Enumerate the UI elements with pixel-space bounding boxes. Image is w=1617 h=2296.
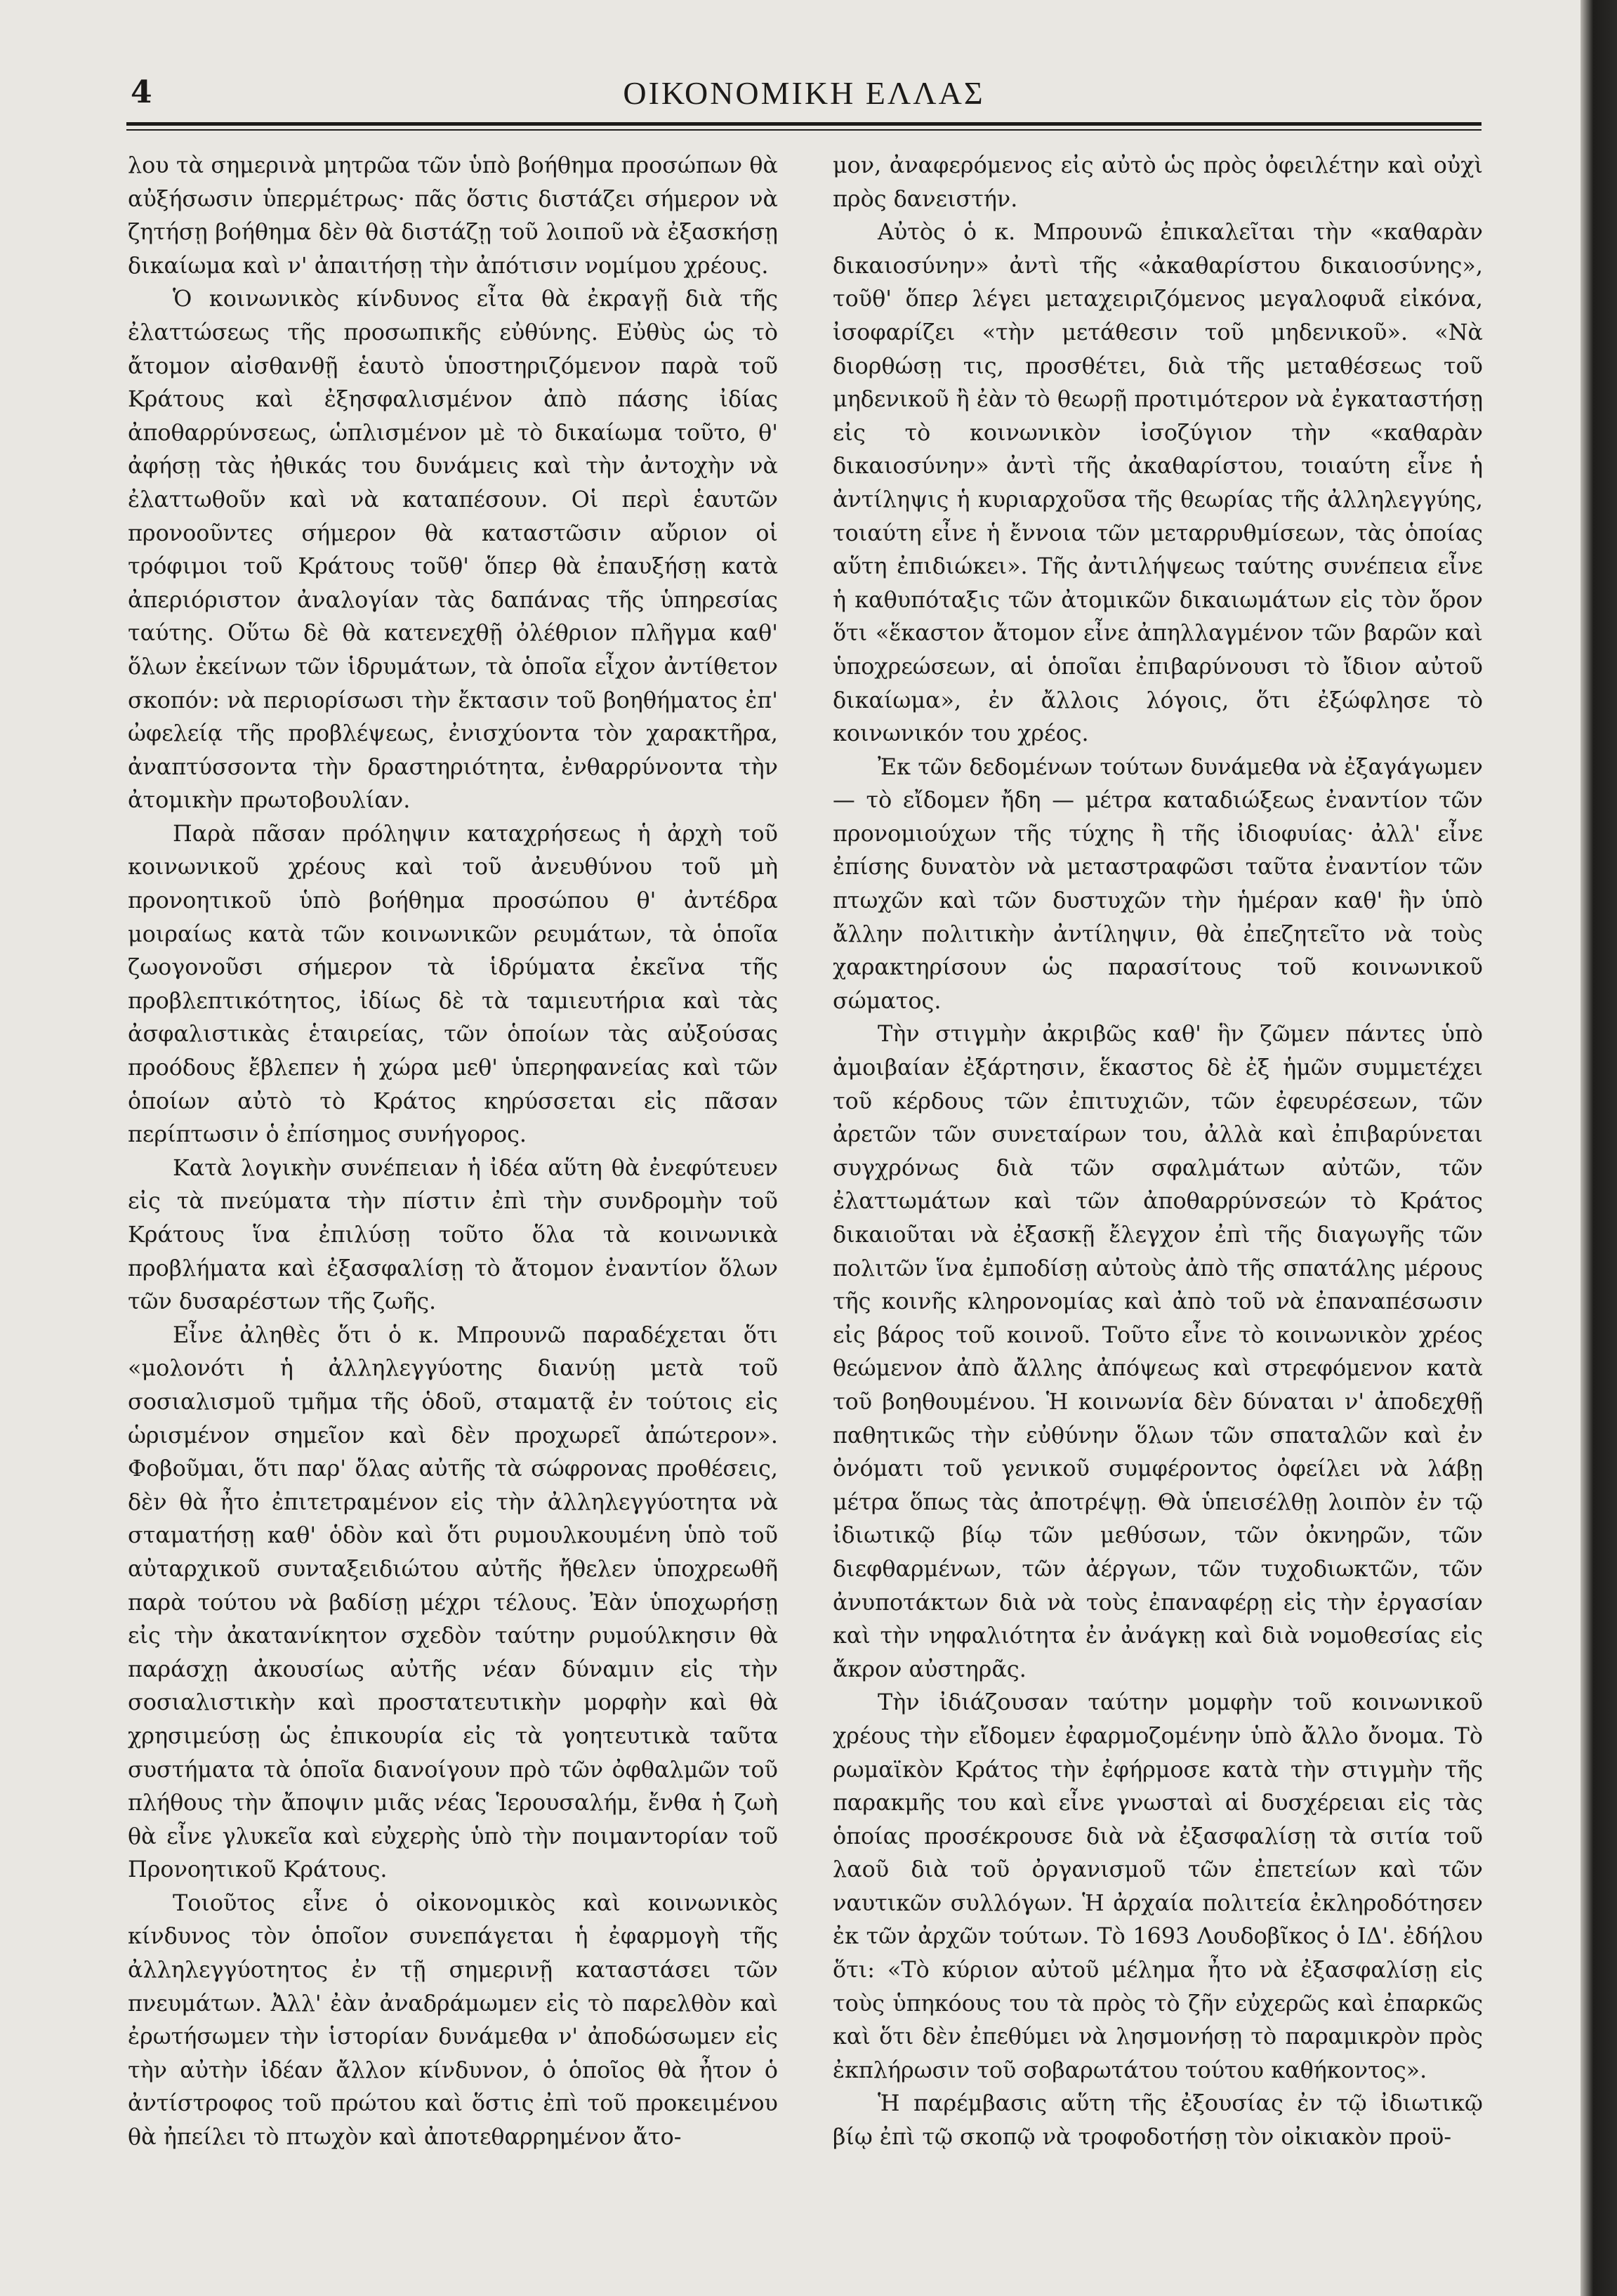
paragraph: Εἶνε ἀληθὲς ὅτι ὁ κ. Μπρουνῶ παραδέχεται ὅτι «μολονότι ἡ ἀλληλεγγύοτης διανύῃ μετὰ τοῦ σοσιαλισμοῦ τμῆμα τῆς ὁδοῦ, σταματᾷ ἐν τούτοις εἰς ὡρισμένον σημεῖον καὶ δὲν προχωρεῖ ἀπώτερον». Φοβοῦμαι, ὅτι παρ' ὅλας αὐτῆς τὰ σώφρονας προθέσεις, δὲν θὰ ἦτο ἐπιτετραμένον εἰς τὴν ἀλληλεγγύοτητα νὰ σταματήσῃ καθ' ὁδὸν καὶ ὅτι ρυμουλκουμένη ὑπὸ τοῦ αὐταρχικοῦ συνταξειδιώτου αὐτῆς ἤθελεν ὑποχρεωθῆ παρὰ τούτου νὰ βαδίσῃ μέχρι τέλους. Ἐὰν ὑποχωρήσῃ εἰς τὴν ἀκατανίκητον σχεδὸν ταύτην ρυμούλκησιν θὰ παράσχῃ ἀκουσίως αὐτῆς νέαν δύναμιν εἰς τὴν σοσιαλιστικὴν καὶ προστατευτικὴν μορφὴν καὶ θὰ χρησιμεύσῃ ὡς ἐπικουρία εἰς τὰ γοητευτικὰ ταῦτα συστήματα τὰ ὁποῖα διανοίγουν πρὸ τῶν ὀφθαλμῶν τοῦ πλήθους τὴν ἄποψιν μιᾶς νέας Ἱερουσαλήμ, ἔνθα ἡ ζωὴ θὰ εἶνε γλυκεῖα καὶ εὐχερὴς ὑπὸ τὴν ποιμαντορίαν τοῦ Προνοητικοῦ Κράτους. bbox=[128, 1321, 778, 1883]
paragraph: Τοιοῦτος εἶνε ὁ οἰκονομικὸς καὶ κοινωνικὸς κίνδυνος τὸν ὁποῖον συνεπάγεται ἡ ἐφαρμογὴ τῆς ἀλληλεγγύοτητος ἐν τῇ σημερινῇ καταστάσει τῶν πνευμάτων. Ἀλλ' ἐὰν ἀναδράμωμεν εἰς τὸ παρελθὸν καὶ ἐρωτήσωμεν τὴν ἱστορίαν δυνάμεθα ν' ἀποδώσωμεν εἰς τὴν αὐτὴν ἰδέαν ἄλλον κίνδυνον, ὁ ὁποῖος θὰ ἦτον ὁ ἀντίστροφος τοῦ πρώτου καὶ ὅστις ἐπὶ τοῦ προκειμένου θὰ ἠπείλει τὸ πτωχὸν καὶ ἀποτεθαρρημένον ἄτο- bbox=[128, 1889, 778, 2151]
paragraph: Αὐτὸς ὁ κ. Μπρουνῶ ἐπικαλεῖται τὴν «καθαρὰν δικαιοσύνην» ἀντὶ τῆς «ἀκαθαρίστου δικαιοσύνης», τοῦθ' ὅπερ λέγει μεταχειριζόμενος μεγαλοφυᾶ εἰκόνα, ἰσοφαρίζει «τὴν μετάθεσιν τοῦ μηδενικοῦ». «Νὰ διορθώσῃ τις, προσθέτει, διὰ τῆς μεταθέσεως τοῦ μηδενικοῦ ἢ ἐὰν τὸ θεωρῇ προτιμότερον νὰ ἐγκαταστήσῃ εἰς τὸ κοινωνικὸν ἰσοζύγιον τὴν «καθαρὰν δικαιοσύνην» ἀντὶ τῆς ἀκαθαρίστου, τοιαύτη εἶνε ἡ ἀντίληψις ἡ κυριαρχοῦσα τῆς θεωρίας τῆς ἀλληλεγγύης, τοιαύτη εἶνε ἡ ἔννοια τῶν μεταρρυθμίσεων, τὰς ὁποίας αὕτη ἐπιδιώκει». Τῆς ἀντιλήψεως ταύτης συνέπεια εἶνε ἡ καθυπόταξις τῶν ἀτομικῶν δικαιωμάτων εἰς τὸν ὅρον ὅτι «ἕκαστον ἄτομον εἶνε ἀπηλλαγμένον τῶν βαρῶν καὶ ὑποχρεώσεων, αἱ ὁποῖαι ἐπιβαρύνουσι τὸ ἴδιον αὐτοῦ δικαίωμα», ἐν ἄλλοις λόγοις, ὅτι ἐξώφλησε τὸ κοινωνικόν του χρέος. bbox=[833, 219, 1483, 747]
paragraph: Ἡ παρέμβασις αὕτη τῆς ἐξουσίας ἐν τῷ ἰδιωτικῷ βίῳ ἐπὶ τῷ σκοπῷ νὰ τροφοδοτήσῃ τὸν οἰκιακὸν προϋ- bbox=[833, 2090, 1483, 2151]
paragraph: λου τὰ σημερινὰ μητρῶα τῶν ὑπὸ βοήθημα προσώπων θὰ αὐξήσωσιν ὑπερμέτρως· πᾶς ὅστις διστάζει σήμερον νὰ ζητήσῃ βοήθημα δὲν θὰ διστάζῃ τοῦ λοιποῦ νὰ ἐξασκήσῃ δικαίωμα καὶ ν' ἀπαιτήσῃ τὴν ἀπότισιν νομίμου χρέους. bbox=[128, 152, 778, 279]
page-number: 4 bbox=[131, 74, 153, 110]
right-column bbox=[833, 149, 1483, 2248]
paragraph: Τὴν ἰδιάζουσαν ταύτην μομφὴν τοῦ κοινωνικοῦ χρέους τὴν εἴδομεν ἐφαρμοζομένην ὑπὸ ἄλλο ὄνομα. Τὸ ρωμαϊκὸν Κράτος τὴν ἐφήρμοσε κατὰ τὴν στιγμὴν τῆς παρακμῆς του καὶ εἶνε γνωσταὶ αἱ δυσχέρειαι εἰς τὰς ὁποίας προσέκρουσε διὰ νὰ ἐξασφαλίσῃ τὰ σιτία τοῦ λαοῦ διὰ τοῦ ὀργανισμοῦ τῶν ἐπετείων καὶ τῶν ναυτικῶν συλλόγων. Ἡ ἀρχαία πολιτεία ἐκληροδότησεν ἐκ τῶν ἀρχῶν τούτων. Τὸ 1693 Λουδοβῖκος ὁ ΙΔ'. ἐδήλου ὅτι: «Τὸ κύριον αὐτοῦ μέλημα ἦτο νὰ ἐξασφαλίσῃ εἰς τοὺς ὑπηκόους του τὰ πρὸς τὸ ζῆν εὐχερῶς καὶ ἐπαρκῶς καὶ ὅτι δὲν ἐπεθύμει νὰ λησμονήσῃ τὸ παραμικρὸν πρὸς ἐκπλήρωσιν τοῦ σοβαρωτάτου τούτου καθήκοντος». bbox=[833, 1689, 1483, 2083]
header-rule-thick bbox=[126, 122, 1481, 126]
paragraph: Ἐκ τῶν δεδομένων τούτων δυνάμεθα νὰ ἐξαγάγωμεν — τὸ εἴδομεν ἤδη — μέτρα καταδιώξεως ἐναντίον τῶν προνομιούχων τῆς τύχης ἢ τῆς ἰδιοφυίας· ἀλλ' εἶνε ἐπίσης δυνατὸν νὰ μεταστραφῶσι ταῦτα ἐναντίον τῶν πτωχῶν καὶ τῶν δυστυχῶν τὴν ἡμέραν καθ' ἣν ὑπὸ ἄλλην πολιτικὴν ἀντίληψιν, θὰ ἐπεζητεῖτο νὰ τοὺς χαρακτηρίσουν ὡς παρασίτους τοῦ κοινωνικοῦ σώματος. bbox=[833, 753, 1483, 1014]
paragraph: Κατὰ λογικὴν συνέπειαν ἡ ἰδέα αὕτη θὰ ἐνεφύτευεν εἰς τὰ πνεύματα τὴν πίστιν ἐπὶ τὴν συνδρομὴν τοῦ Κράτους ἵνα ἐπιλύσῃ τοῦτο ὅλα τὰ κοινωνικὰ προβλήματα καὶ ἐξασφαλίσῃ τὸ ἄτομον ἐναντίον ὅλων τῶν δυσαρέστων τῆς ζωῆς. bbox=[128, 1154, 778, 1315]
header-rule-thin bbox=[126, 129, 1481, 131]
page-edge-shadow bbox=[1580, 0, 1617, 2296]
paragraph: Παρὰ πᾶσαν πρόληψιν καταχρήσεως ἡ ἀρχὴ τοῦ κοινωνικοῦ χρέους καὶ τοῦ ἀνευθύνου τοῦ μὴ προνοητικοῦ ὑπὸ βοήθημα προσώπου θ' ἀντέδρα μοιραίως κατὰ τῶν κοινωνικῶν ρευμάτων, τὰ ὁποῖα ζωογονοῦσι σήμερον τὰ ἱδρύματα ἐκεῖνα τῆς προβλεπτικότητος, ἰδίως δὲ τὰ ταμιευτήρια καὶ τὰς ἀσφαλιστικὰς ἑταιρείας, τῶν ὁποίων τὰς αὐξούσας προόδους ἔβλεπεν ἡ χώρα μεθ' ὑπερηφανείας καὶ τῶν ὁποίων αὐτὸ τὸ Κράτος κηρύσσεται εἰς πᾶσαν περίπτωσιν ὁ ἐπίσημος συνήγορος. bbox=[128, 820, 778, 1148]
paragraph: Τὴν στιγμὴν ἀκριβῶς καθ' ἣν ζῶμεν πάντες ὑπὸ ἀμοιβαίαν ἐξάρτησιν, ἕκαστος δὲ ἐξ ἡμῶν συμμετέχει τοῦ κέρδους τῶν ἐπιτυχιῶν, τῶν ἐφευρέσεων, τῶν ἀρετῶν τῶν συνεταίρων του, ἀλλὰ καὶ ἐπιβαρύνεται συγχρόνως διὰ τῶν σφαλμάτων αὐτῶν, τῶν ἐλαττωμάτων καὶ τῶν ἀποθαρρύνσεών τὸ Κράτος δικαιοῦται νὰ ἐξασκῇ ἔλεγχον ἐπὶ τῆς διαγωγῆς τῶν πολιτῶν ἵνα ἐμποδίσῃ αὐτοὺς ἀπὸ τῆς σπατάλης μέρους τῆς κοινῆς κληρονομίας καὶ ἀπὸ τοῦ νὰ ἐπαναπέσωσιν εἰς βάρος τοῦ κοινοῦ. Τοῦτο εἶνε τὸ κοινωνικὸν χρέος θεώμενον ἀπὸ ἄλλης ἀπόψεως καὶ στρεφόμενον κατὰ τοῦ βοηθουμένου. Ἡ κοινωνία δὲν δύναται ν' ἀποδεχθῇ παθητικῶς τὴν εὐθύνην ὅλων τῶν σπαταλῶν καὶ ἐν ὀνόματι τοῦ γενικοῦ συμφέροντος ὀφείλει νὰ λάβῃ μέτρα ὅπως τὰς ἀποτρέψῃ. Θὰ ὑπεισέλθῃ λοιπὸν ἐν τῷ ἰδιωτικῷ βίῳ τῶν μεθύσων, τῶν ὀκνηρῶν, τῶν διεφθαρμένων, τῶν ἀέργων, τῶν τυχοδιωκτῶν, τῶν ἀνυποτάκτων διὰ νὰ τοὺς ἐπαναφέρῃ εἰς τὴν ἐργασίαν καὶ τὴν νηφαλιότητα ἐν ἀνάγκῃ καὶ διὰ νομοθεσίας εἰς ἄκρον αὐστηρᾶς. bbox=[833, 1021, 1483, 1682]
page-header bbox=[126, 67, 1481, 131]
journal-title: ΟΙΚΟΝΟΜΙΚΗ ΕΛΛΑΣ bbox=[623, 75, 985, 111]
paragraph: Ὁ κοινωνικὸς κίνδυνος εἶτα θὰ ἐκραγῇ διὰ τῆς ἐλαττώσεως τῆς προσωπικῆς εὐθύνης. Εὐθὺς ὡς τὸ ἄτομον αἰσθανθῇ ἑαυτὸ ὑποστηριζόμενον παρὰ τοῦ Κράτους καὶ ἐξησφαλισμένον ἀπὸ πάσης ἰδίας ἀποθαρρύνσεως, ὡπλισμένον μὲ τὸ δικαίωμα τοῦτο, θ' ἀφήσῃ τὰς ἠθικάς του δυνάμεις καὶ τὴν ἀντοχὴν νὰ ἐλαττωθοῦν καὶ νὰ καταπέσουν. Οἱ περὶ ἑαυτῶν προνοοῦντες σήμερον θὰ καταστῶσιν αὔριον οἱ τρόφιμοι τοῦ Κράτους τοῦθ' ὅπερ θὰ ἐπαυξήσῃ κατὰ ἀπεριόριστον ἀναλογίαν τὰς δαπάνας τῆς ὑπηρεσίας ταύτης. Οὕτω δὲ θὰ κατενεχθῇ ὀλέθριον πλῆγμα καθ' ὅλων ἐκείνων τῶν ἱδρυμάτων, τὰ ὁποῖα εἶχον ἀντίθετον σκοπόν: νὰ περιορίσωσι τὴν ἔκτασιν τοῦ βοηθήματος ἐπ' ὠφελείᾳ τῆς προβλέψεως, ἐνισχύοντα τὸν χαρακτῆρα, ἀναπτύσσοντα τὴν δραστηριότητα, ἐνθαρρύνοντα τὴν ἀτομικὴν πρωτοβουλίαν. bbox=[128, 286, 778, 814]
paragraph: μον, ἀναφερόμενος εἰς αὐτὸ ὡς πρὸς ὀφειλέτην καὶ οὐχὶ πρὸς δανειστήν. bbox=[833, 152, 1483, 212]
left-column bbox=[128, 149, 778, 2248]
